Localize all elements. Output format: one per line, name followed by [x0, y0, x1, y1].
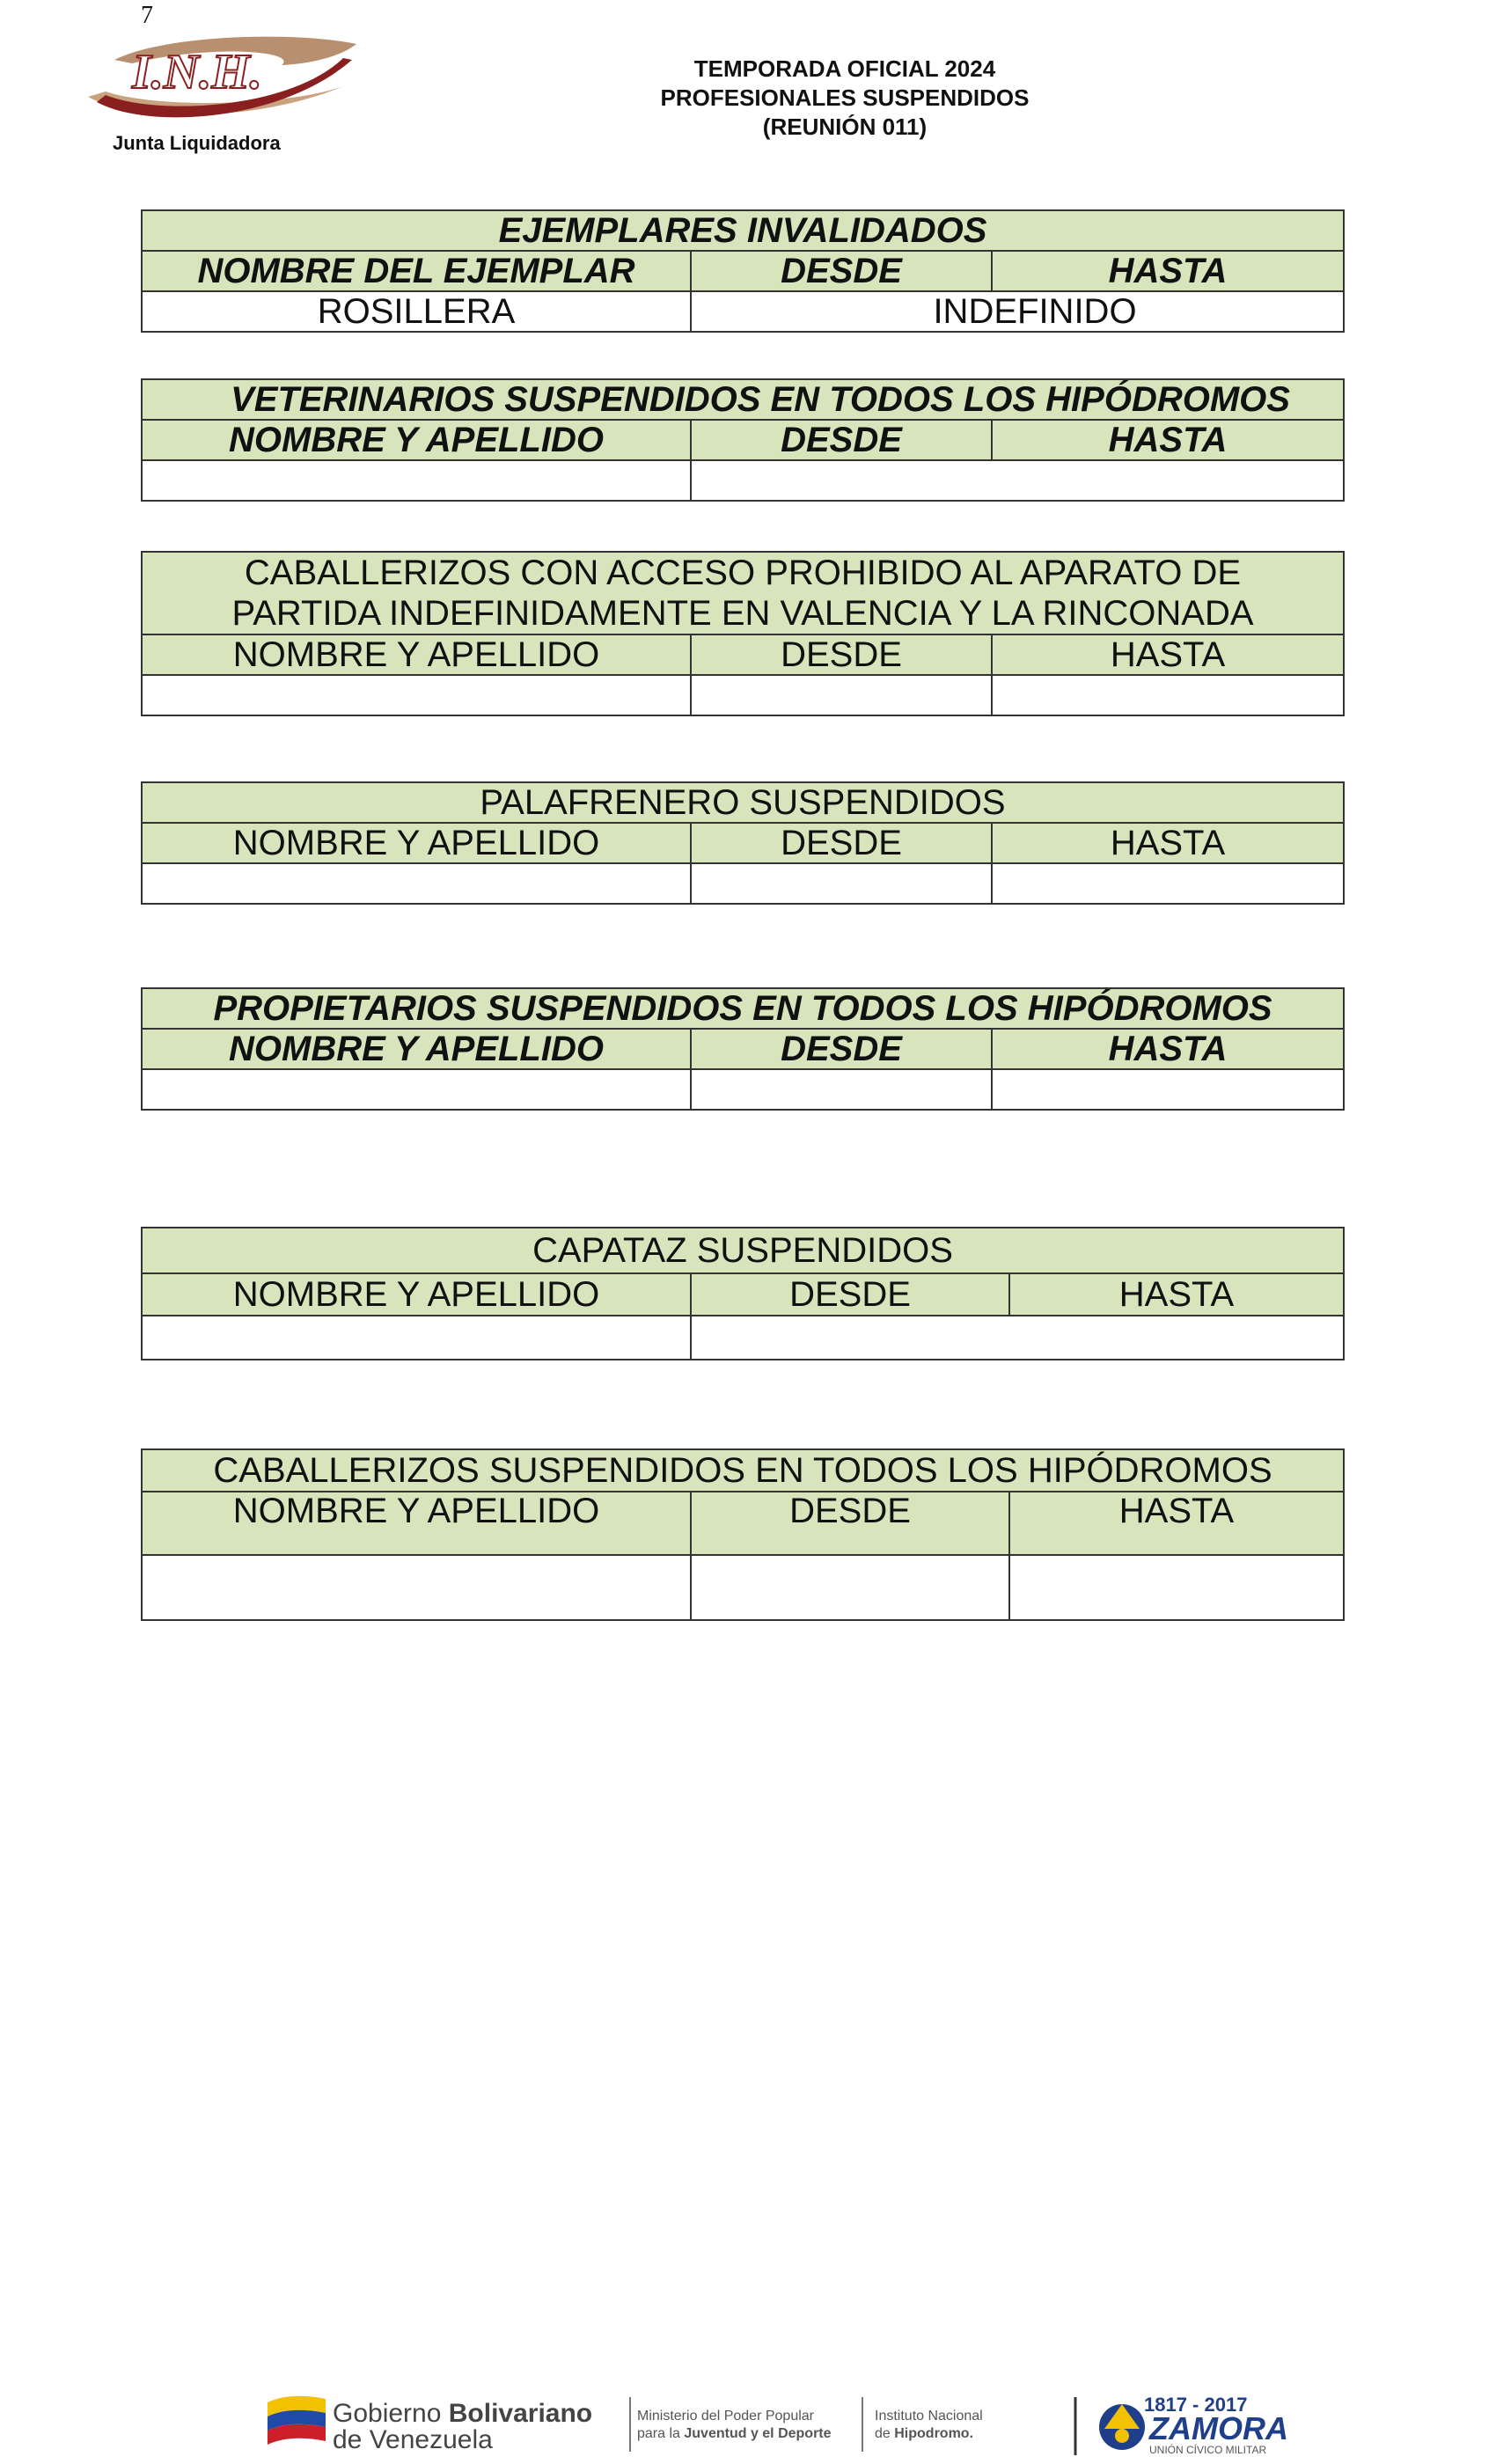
- table-title: EJEMPLARES INVALIDADOS: [142, 210, 1344, 251]
- logo-text: I.N.H.: [132, 45, 262, 99]
- empty-cell: [992, 863, 1344, 904]
- table-row: [142, 1555, 1344, 1620]
- empty-cell: [691, 1316, 1344, 1360]
- title-line: PROFESIONALES SUSPENDIDOS: [660, 84, 1030, 111]
- propietarios-table: [141, 987, 1345, 1111]
- table-row: [142, 1316, 1344, 1360]
- title-line: CABALLERIZOS CON ACCESO PROHIBIDO AL APARATO DE: [244, 554, 1242, 592]
- column-header-to: HASTA: [1009, 1492, 1344, 1555]
- ministry-line2a: para la: [637, 2426, 685, 2441]
- empty-cell: [142, 460, 691, 501]
- empty-cell: [691, 675, 992, 715]
- empty-cell: [142, 1316, 691, 1360]
- horse-name-cell: ROSILLERA: [142, 291, 691, 332]
- zamora-sub: UNIÓN CÍVICO MILITAR: [1149, 2444, 1267, 2456]
- ministry-line2b: Juventud y el Deporte: [684, 2426, 832, 2441]
- veterinarios-table: [141, 378, 1345, 502]
- svg-text:para la Juventud y el Deporte: [637, 2426, 832, 2441]
- table-title: CAPATAZ SUSPENDIDOS: [142, 1228, 1344, 1273]
- column-header-to: HASTA: [1009, 1273, 1344, 1316]
- gov-line2: de Venezuela: [333, 2425, 493, 2454]
- column-header-name: NOMBRE Y APELLIDO: [142, 1029, 691, 1069]
- svg-text:Gobierno Bolivariano: [333, 2399, 592, 2428]
- column-header-to: HASTA: [992, 420, 1344, 460]
- title-line: TEMPORADA OFICIAL 2024: [693, 55, 996, 82]
- title-line: (REUNIÓN 011): [762, 114, 928, 140]
- column-header-from: DESDE: [691, 823, 992, 863]
- table-title: [142, 552, 1344, 634]
- document-title: [598, 55, 1091, 142]
- table-title: VETERINARIOS SUSPENDIDOS EN TODOS LOS HIPÓDROMOS: [142, 379, 1344, 420]
- ministry-line1: Ministerio del Poder Popular: [637, 2409, 814, 2424]
- empty-cell: [142, 863, 691, 904]
- column-header-to: HASTA: [992, 251, 1344, 291]
- zamora-emblem-icon: [1099, 2404, 1145, 2450]
- table-title: CABALLERIZOS SUSPENDIDOS EN TODOS LOS HIPÓDROMOS: [142, 1449, 1344, 1492]
- column-header-to: HASTA: [992, 823, 1344, 863]
- zamora-name: ZAMORA: [1149, 2410, 1288, 2446]
- gov-line1b: Bolivariano: [448, 2399, 593, 2428]
- empty-cell: [142, 1555, 691, 1620]
- footer-logos: [264, 2385, 1320, 2460]
- empty-cell: [691, 1069, 992, 1110]
- column-header-to: HASTA: [992, 1029, 1344, 1069]
- column-header-from: DESDE: [691, 420, 992, 460]
- column-header-name: NOMBRE Y APELLIDO: [142, 420, 691, 460]
- institute-line2b: Hipodromo.: [894, 2426, 974, 2441]
- empty-cell: [691, 460, 1344, 501]
- column-header-name: NOMBRE Y APELLIDO: [142, 823, 691, 863]
- ejemplares-invalidados-table: [141, 209, 1345, 333]
- palafrenero-table: [141, 781, 1345, 905]
- table-row: [142, 1069, 1344, 1110]
- table-title: PALAFRENERO SUSPENDIDOS: [142, 782, 1344, 823]
- table-row: [142, 863, 1344, 904]
- column-header-from: DESDE: [691, 1029, 992, 1069]
- column-header-name: NOMBRE DEL EJEMPLAR: [142, 251, 691, 291]
- column-header-from: DESDE: [691, 1492, 1009, 1555]
- zamora-years: 1817 - 2017: [1144, 2394, 1248, 2416]
- institute-line2a: de: [875, 2426, 895, 2441]
- table-row: [142, 291, 1344, 332]
- svg-text:de Hipodromo.: [875, 2426, 973, 2441]
- caballerizos-suspendidos-table: [141, 1448, 1345, 1621]
- column-header-from: DESDE: [691, 1273, 1009, 1316]
- empty-cell: [142, 1069, 691, 1110]
- empty-cell: [992, 1069, 1344, 1110]
- column-header-name: NOMBRE Y APELLIDO: [142, 1273, 691, 1316]
- caballerizos-acceso-prohibido-table: [141, 551, 1345, 716]
- empty-cell: [691, 863, 992, 904]
- capataz-table: [141, 1227, 1345, 1360]
- table-title: PROPIETARIOS SUSPENDIDOS EN TODOS LOS HIPÓDROMOS: [142, 988, 1344, 1029]
- empty-cell: [142, 675, 691, 715]
- institute-line1: Instituto Nacional: [875, 2409, 983, 2424]
- empty-cell: [691, 1555, 1009, 1620]
- inh-logo: [79, 25, 361, 121]
- column-header-name: NOMBRE Y APELLIDO: [142, 634, 691, 675]
- table-row: [142, 675, 1344, 715]
- gov-line1a: Gobierno: [333, 2399, 449, 2428]
- table-row: [142, 460, 1344, 501]
- period-cell: INDEFINIDO: [691, 291, 1344, 332]
- column-header-from: DESDE: [691, 251, 992, 291]
- empty-cell: [992, 675, 1344, 715]
- column-header-name: NOMBRE Y APELLIDO: [142, 1492, 691, 1555]
- column-header-from: DESDE: [691, 634, 992, 675]
- logo-caption: Junta Liquidadora: [113, 132, 281, 154]
- column-header-to: HASTA: [992, 634, 1344, 675]
- title-line: PARTIDA INDEFINIDAMENTE EN VALENCIA Y LA RINCONADA: [231, 594, 1254, 633]
- page-number: 7: [141, 2, 153, 29]
- empty-cell: [1009, 1555, 1344, 1620]
- venezuela-flag-icon: [268, 2396, 326, 2445]
